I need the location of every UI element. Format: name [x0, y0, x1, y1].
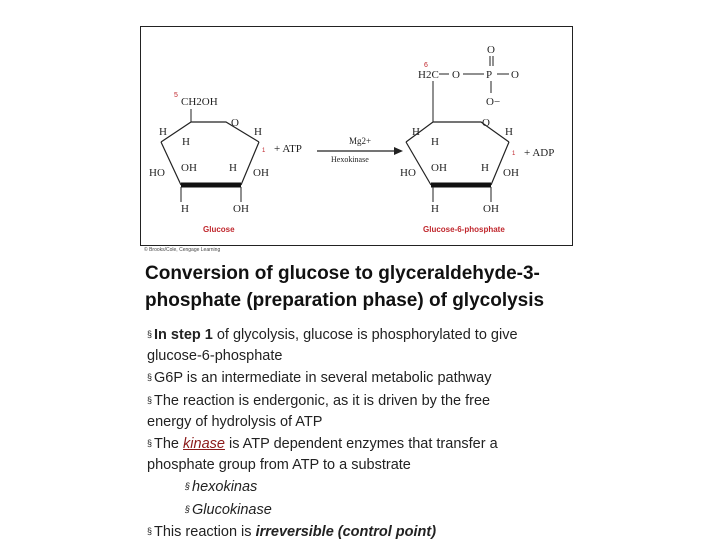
bullet-item: [147, 390, 587, 412]
bullet-continuation: energy of hydrolysis of ATP: [147, 413, 323, 430]
bullet-text: is ATP dependent enzymes that transfer a: [224, 436, 498, 453]
reaction-diagram: [141, 27, 574, 247]
bullet-marker: §: [147, 525, 153, 536]
bullet-bold-text: In step 1: [154, 327, 213, 343]
ring-oxygen: O: [231, 117, 239, 129]
oh-label: OH: [431, 162, 447, 174]
bullet-marker: §: [147, 394, 153, 405]
ch2oh-label: CH2OH: [181, 96, 218, 108]
glucose-6-phosphate-structure: [400, 44, 519, 234]
bullet-text: This reaction is: [154, 523, 256, 540]
figure-credit: © Brooks/Cole, Cengage Learning: [144, 247, 221, 253]
h-label: H: [181, 203, 189, 215]
bullet-list: [147, 324, 587, 543]
oh-label: OH: [233, 203, 249, 215]
h-label: H: [431, 136, 439, 148]
sub-bullet-item: [147, 476, 587, 498]
bullet-item: [147, 367, 587, 389]
bullet-marker: §: [147, 329, 153, 339]
phosphate-right-o: O: [511, 69, 519, 81]
bullet-text: The reaction is endergonic, as it is driven by the free: [154, 392, 491, 409]
phosphorus-label: P: [486, 69, 493, 81]
h2c-label: H2C: [418, 69, 439, 81]
title-line-1: Conversion of glucose to glyceraldehyde-3-: [145, 263, 540, 284]
carbon-number-1: 1: [262, 148, 266, 154]
bullet-item: [147, 324, 587, 346]
h-label: H: [505, 126, 513, 138]
glucose-structure: [149, 92, 269, 234]
bullet-text: of glycolysis, glucose is phosphorylated to give: [212, 327, 518, 343]
slide-title: [145, 260, 605, 314]
h-label: H: [481, 162, 489, 174]
glucose-label: Glucose: [203, 225, 235, 234]
bullet-continuation: glucose-6-phosphate: [147, 348, 283, 365]
bullet-text: G6P is an intermediate in several metabolic pathway: [154, 370, 492, 387]
bullet-marker: §: [185, 503, 191, 514]
h-label: H: [431, 203, 439, 215]
bullet-continuation: phosphate group from ATP to a substrate: [147, 457, 411, 474]
sub-bullet-item: [147, 499, 587, 521]
h-label: H: [229, 162, 237, 174]
plus-atp-label: + ATP: [274, 143, 302, 155]
reaction-arrow: [317, 136, 403, 164]
phosphate-bottom-o: O−: [486, 96, 501, 108]
bullet-marker: §: [147, 438, 153, 449]
oh-label: OH: [483, 203, 499, 215]
plus-adp-label: + ADP: [524, 147, 555, 159]
carbon-number-5: 5: [174, 92, 178, 99]
phosphate-top-o: O: [487, 44, 495, 56]
bullet-item: [147, 433, 587, 455]
sub-bullet-text: hexokinas: [192, 479, 258, 496]
carbon-number-1: 1: [512, 151, 516, 157]
phosphate-link-o: O: [452, 69, 460, 81]
bullet-marker: §: [147, 372, 153, 383]
oh-label: OH: [253, 167, 269, 179]
glucose-6-phosphate-label: Glucose-6-phosphate: [423, 225, 505, 234]
bullet-emphasis: irreversible (control point): [255, 523, 437, 540]
title-line-2: phosphate (preparation phase) of glycolysis: [145, 290, 545, 311]
oh-label: OH: [181, 162, 197, 174]
bullet-text: The: [154, 436, 184, 453]
h-label: H: [412, 126, 420, 138]
oh-label: OH: [503, 167, 519, 179]
h-label: H: [159, 126, 167, 138]
h-label: H: [182, 136, 190, 148]
hexokinase-label: Hexokinase: [331, 155, 369, 164]
mg-cofactor-label: Mg2+: [349, 136, 372, 146]
kinase-term: kinase: [183, 436, 225, 453]
ho-label: HO: [149, 167, 165, 179]
h-label: H: [254, 126, 262, 138]
sub-bullet-text: Glucokinase: [192, 501, 272, 518]
ring-oxygen: O: [482, 117, 490, 129]
bullet-marker: §: [185, 481, 191, 492]
ho-label: HO: [400, 167, 416, 179]
reaction-figure: [140, 26, 573, 246]
carbon-number-6: 6: [424, 62, 428, 69]
